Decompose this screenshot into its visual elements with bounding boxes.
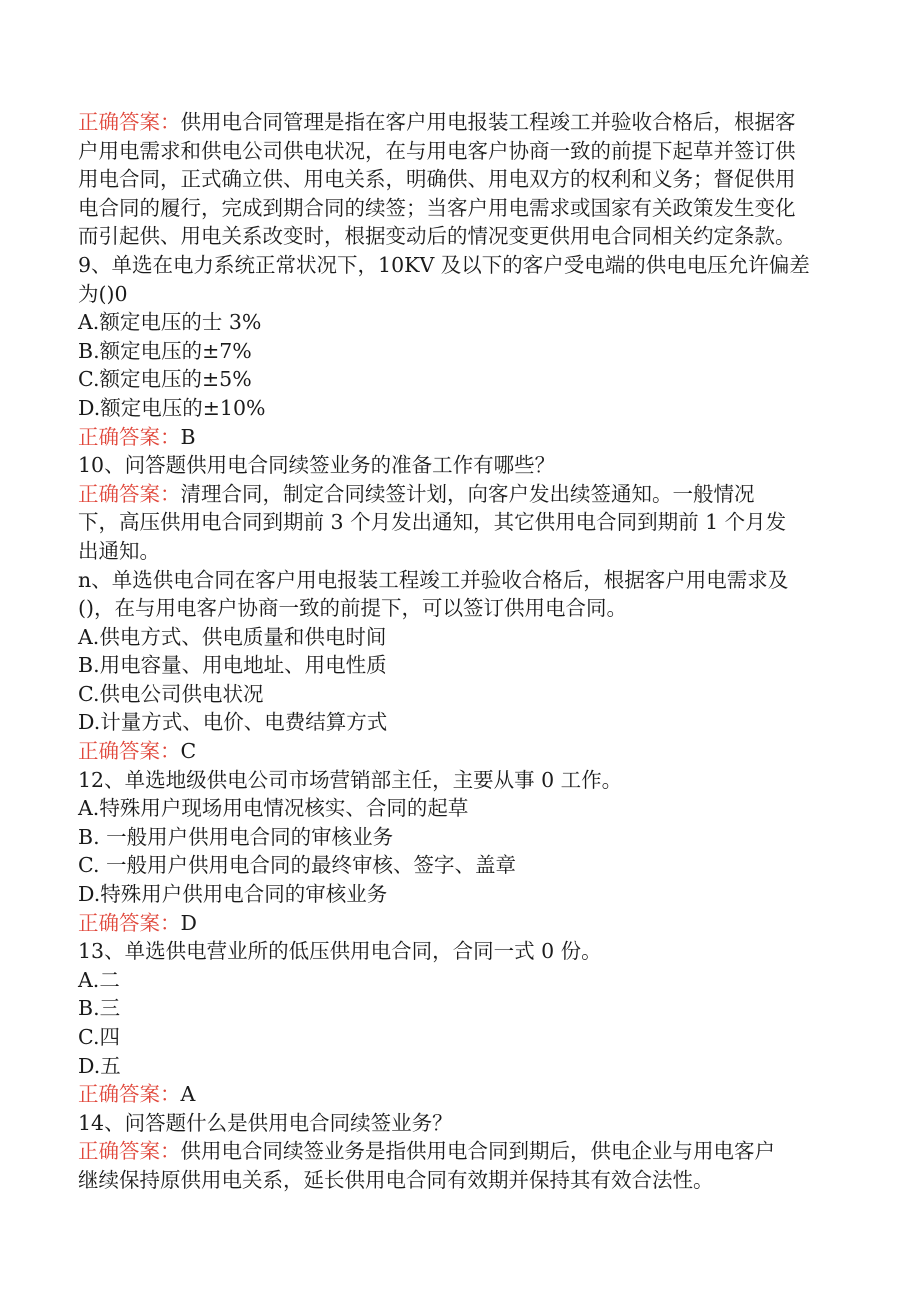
option-b: B.用电容量、用电地址、用电性质 [78,653,387,678]
option-b: B.额定电压的±7% [78,338,252,363]
intro-answer: 正确答案：供用电合同管理是指在客户用电报装工程竣工并验收合格后，根据客 户用电需求和供电公司供电状况，在与用电客户协商一致的前提下起草并签订供 用电合同，正式确立供、用电关系，明确供、用电双方的权利和义务；督促供用 电合同的履行，完成到期合同的续签；当客户用电需求或国家有关政策发生变化 而引起供、用电关系改变时，根据变动后的情况变更供用电合同相关约定条款。 [78,110,796,249]
answer-label: 正确答案： [78,481,181,506]
question-13 [78,937,848,1109]
answer-line: 正确答案：D [78,910,197,935]
option-c: C.供电公司供电状况 [78,681,264,706]
question-14: 14、问答题什么是供用电合同续签业务？ 正确答案：供用电合同续签业务是指供用电合同到期后，供电企业与用电客户 继续保持原供用电关系，延长供用电合同有效期并保持其有效合法性。 [78,1109,848,1195]
question-text: n、单选供电合同在客户用电报装工程竣工并验收合格后，根据客户用电需求及 [78,567,789,592]
option-d: D.五 [78,1053,121,1078]
option-a: A.额定电压的士 3% [78,310,262,335]
option-a: A.特殊用户现场用电情况核实、合同的起草 [78,796,469,821]
answer-line: 正确答案：C [78,739,197,764]
answer-line: 正确答案：B [78,424,196,449]
answer-label: 正确答案： [78,910,181,935]
document-page [78,108,848,1195]
answer-line: 正确答案：A [78,1082,196,1107]
option-c: C. 一般用户供用电合同的最终审核、签字、盖章 [78,853,516,878]
question-text: 13、单选供电营业所的低压供用电合同，合同一式 0 份。 [78,939,602,964]
option-c: C.四 [78,1025,120,1049]
answer-label: 正确答案： [78,110,181,134]
option-a: A.供电方式、供电质量和供电时间 [78,624,387,649]
question-text: 9、单选在电力系统正常状况下，10KV 及以下的客户受电端的供电电压允许偏差 [78,252,810,277]
option-b: B. 一般用户供用电合同的审核业务 [78,824,394,849]
question-9 [78,251,848,451]
answer-line: 正确答案：清理合同，制定合同续签计划，向客户发出续签通知。一般情况 [78,481,755,506]
question-text: 14、问答题什么是供用电合同续签业务？ [78,1110,453,1135]
option-b: B.三 [78,996,121,1021]
answer-label: 正确答案： [78,1139,181,1164]
question-10: 10、问答题供用电合同续签业务的准备工作有哪些？ 正确答案：清理合同，制定合同续签计划，向客户发出续签通知。一般情况 下，高压供用电合同到期前 3 个月发出通知，其它供用电合同到期前 1 个月发 出通知。 [78,451,848,565]
option-d: D.计量方式、电价、电费结算方式 [78,710,388,735]
question-text: 12、单选地级供电公司市场营销部主任，主要从事 0 工作。 [78,767,623,792]
answer-line: 正确答案：供用电合同续签业务是指供用电合同到期后，供电企业与用电客户 [78,1139,775,1164]
answer-label: 正确答案： [78,739,181,764]
option-c: C.额定电压的±5% [78,367,252,392]
option-d: D.额定电压的±10% [78,395,266,420]
question-11 [78,566,848,766]
option-d: D.特殊用户供用电合同的审核业务 [78,882,388,907]
question-text: 10、问答题供用电合同续签业务的准备工作有哪些？ [78,453,556,478]
question-text: ()，在与用电客户协商一致的前提下，可以签订供用电合同。 [78,596,627,621]
answer-label: 正确答案： [78,1082,181,1107]
question-12 [78,766,848,938]
option-a: A.二 [78,967,120,992]
question-text: 为()0 [78,281,128,306]
answer-label: 正确答案： [78,424,181,449]
